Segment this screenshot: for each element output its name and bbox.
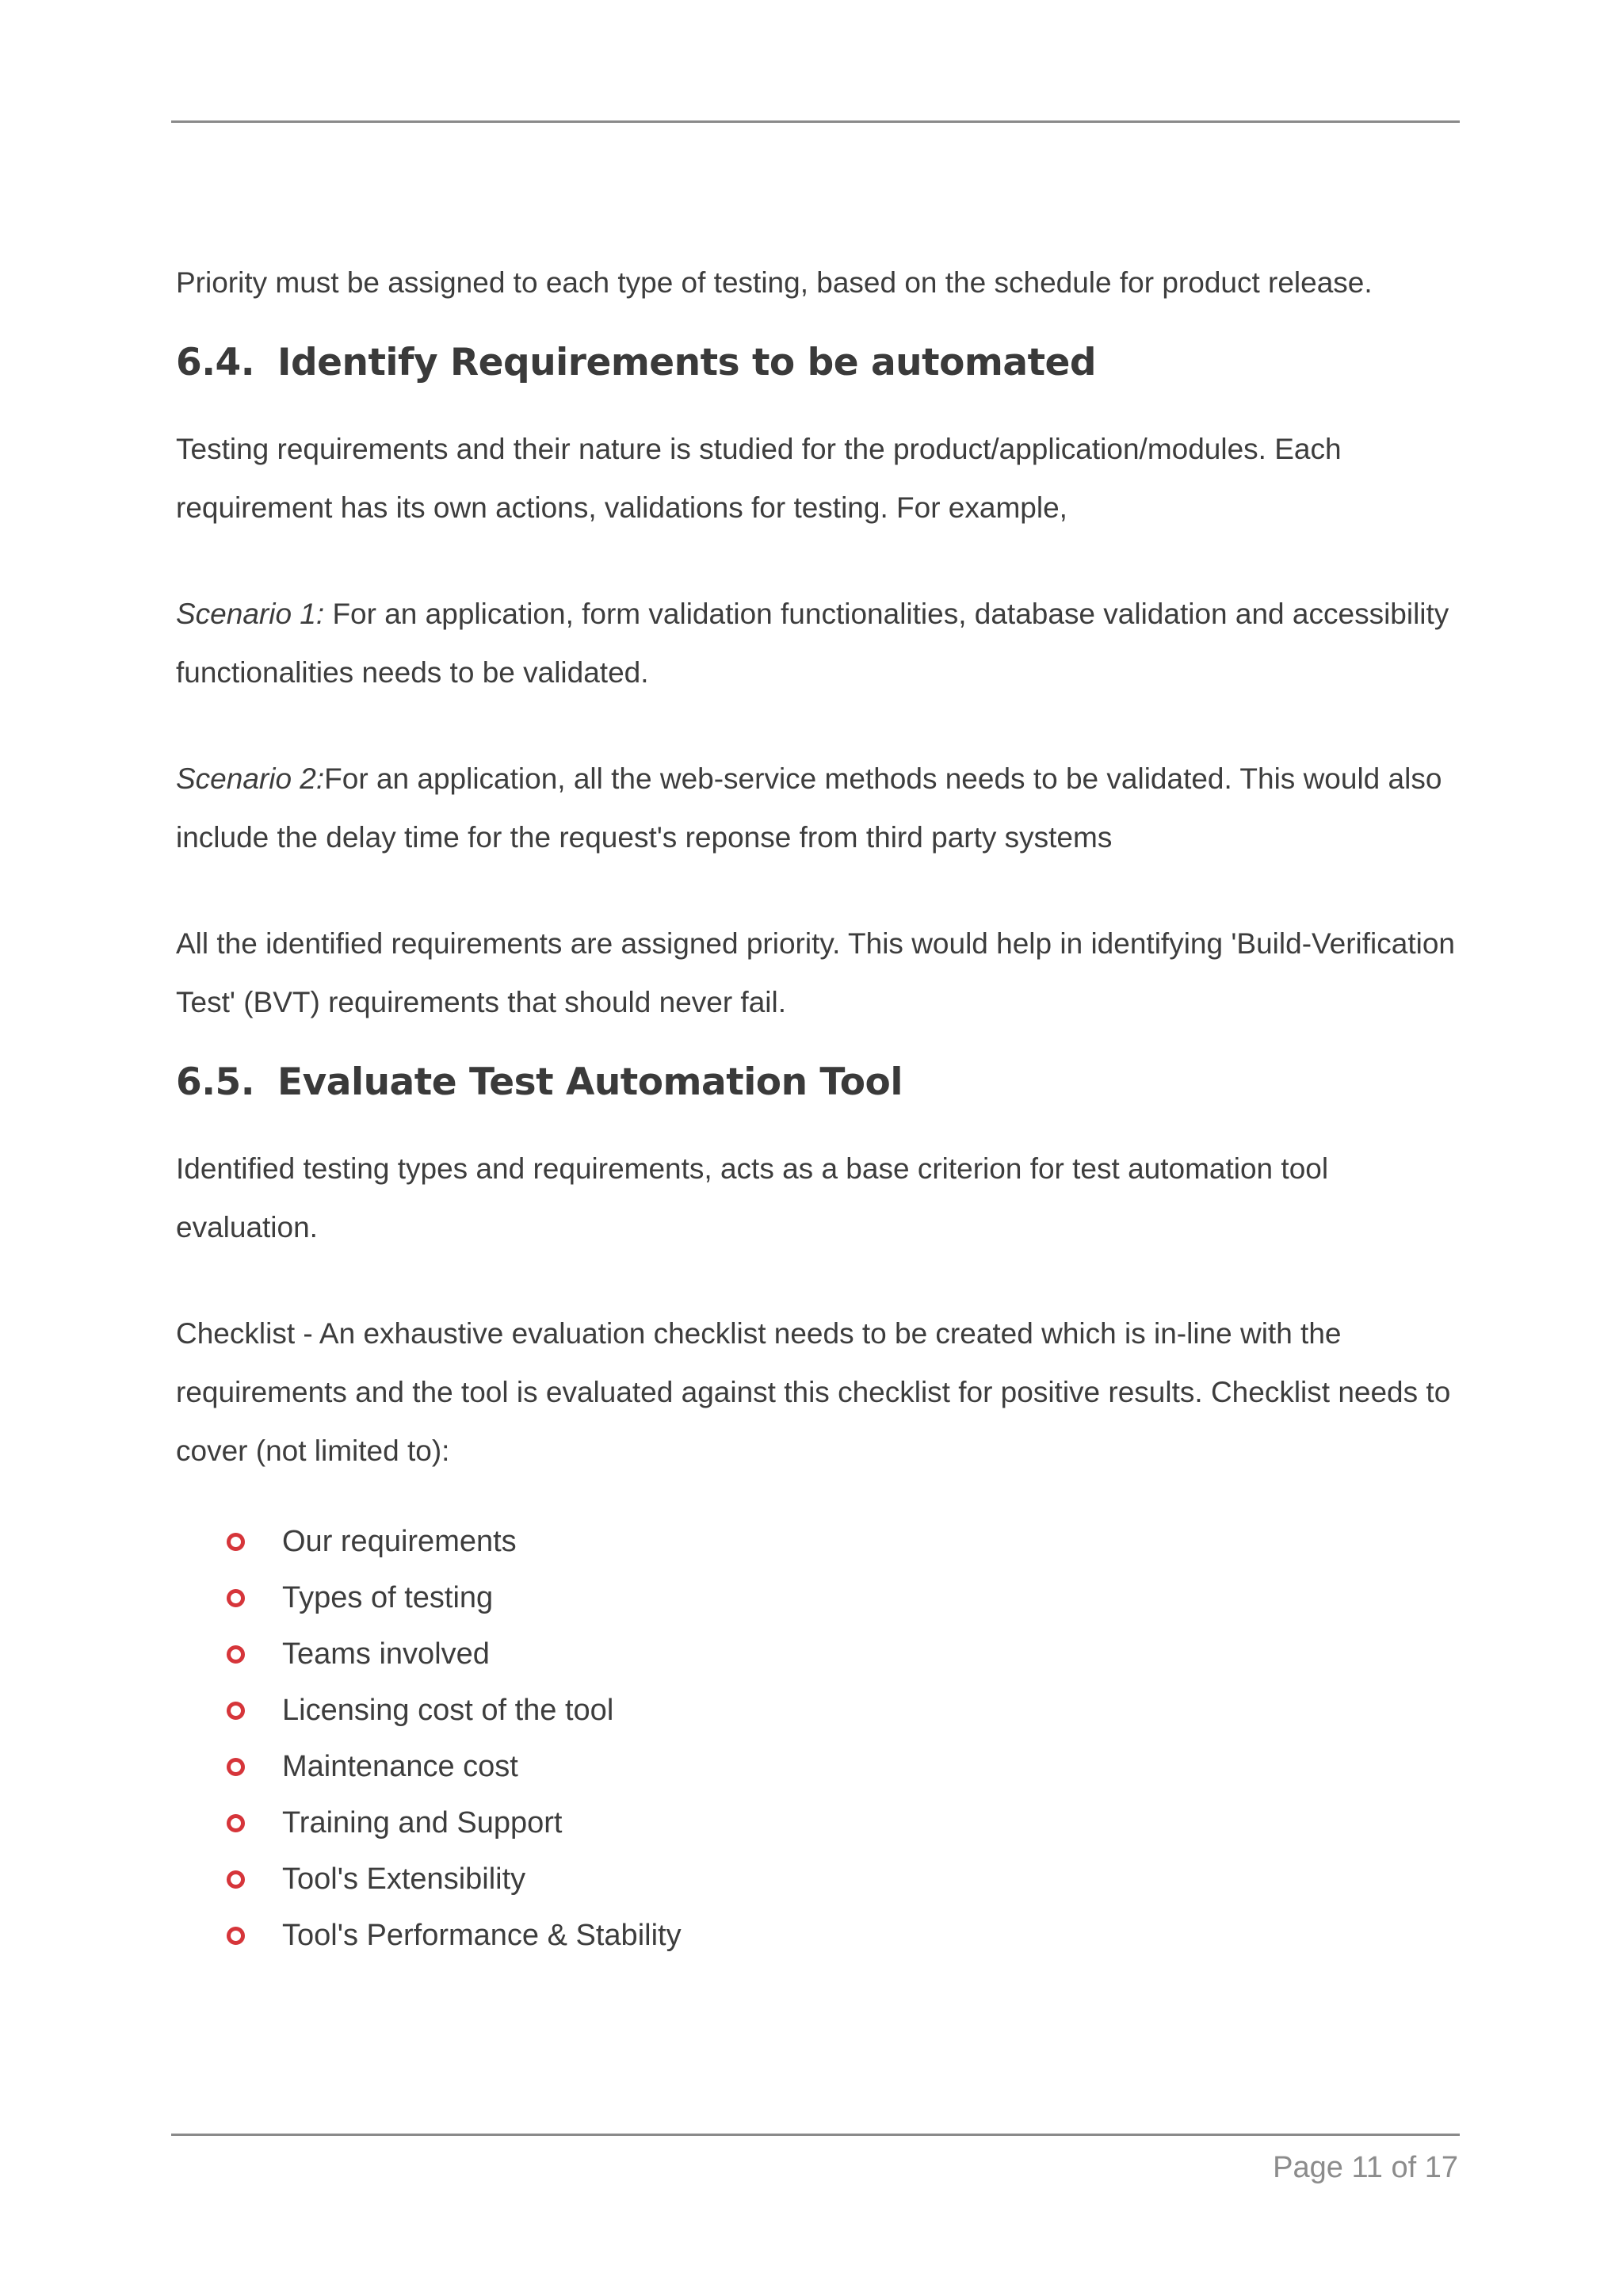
list-item-text: Tool's Performance & Stability — [282, 1919, 682, 1952]
list-item — [227, 1570, 1460, 1626]
section-6-5-heading — [176, 1059, 1460, 1106]
circle-bullet-icon — [227, 1870, 245, 1889]
list-item — [227, 1626, 1460, 1683]
list-item-text: Training and Support — [282, 1806, 563, 1839]
page-content — [176, 254, 1460, 1964]
priority-paragraph: All the identified requirements are assigned priority. This would help in identifying 'Build-Verification Test' (BVT) requirements that should never fail. — [176, 927, 1455, 1018]
scenario-2-label: Scenario 2: — [176, 762, 325, 795]
evaluation-paragraph: Identified testing types and requirements, acts as a base criterion for test automation tool evaluation. — [176, 1152, 1329, 1244]
list-item-text: Types of testing — [282, 1581, 494, 1614]
scenario-1-text: For an application, form validation functionalities, database validation and accessibility functionalities needs to be validated. — [176, 598, 1449, 689]
scenario-1-paragraph — [176, 585, 1460, 702]
section-6-4-title: Identify Requirements to be automated — [277, 341, 1097, 384]
section-6-5-title: Evaluate Test Automation Tool — [277, 1060, 903, 1104]
list-item-text: Teams involved — [282, 1637, 490, 1671]
circle-bullet-icon — [227, 1927, 245, 1945]
circle-bullet-icon — [227, 1589, 245, 1607]
list-item — [227, 1683, 1460, 1739]
list-item — [227, 1851, 1460, 1908]
list-item-text: Our requirements — [282, 1525, 517, 1558]
header-rule — [171, 120, 1460, 123]
page-number: Page 11 of 17 — [1273, 2151, 1458, 2184]
circle-bullet-icon — [227, 1814, 245, 1832]
scenario-1-label: Scenario 1: — [176, 598, 325, 630]
requirements-paragraph: Testing requirements and their nature is studied for the product/application/modules. Each requirement has its own actions, validations for testing. For example, — [176, 433, 1342, 524]
list-item — [227, 1514, 1460, 1570]
scenario-2-text: For an application, all the web-service methods needs to be validated. This would also include the delay time for the request's reponse from third party systems — [176, 762, 1442, 854]
circle-bullet-icon — [227, 1533, 245, 1551]
list-item — [227, 1908, 1460, 1964]
circle-bullet-icon — [227, 1702, 245, 1720]
circle-bullet-icon — [227, 1645, 245, 1664]
section-6-4-heading — [176, 339, 1460, 387]
list-item-text: Tool's Extensibility — [282, 1862, 526, 1896]
checklist-paragraph: Checklist - An exhaustive evaluation checklist needs to be created which is in-line with the requirements and the tool is evaluated against this checklist for positive results. Checklist needs to cover (not limited to): — [176, 1317, 1451, 1467]
footer-rule — [171, 2134, 1460, 2136]
section-6-5-number: 6.5. — [176, 1060, 255, 1104]
list-item — [227, 1795, 1460, 1851]
section-6-4-number: 6.4. — [176, 341, 255, 384]
scenario-2-paragraph — [176, 750, 1460, 867]
circle-bullet-icon — [227, 1758, 245, 1776]
intro-paragraph: Priority must be assigned to each type of testing, based on the schedule for product release. — [176, 266, 1373, 299]
checklist — [176, 1514, 1460, 1964]
list-item-text: Licensing cost of the tool — [282, 1694, 614, 1727]
list-item — [227, 1739, 1460, 1795]
list-item-text: Maintenance cost — [282, 1750, 518, 1783]
